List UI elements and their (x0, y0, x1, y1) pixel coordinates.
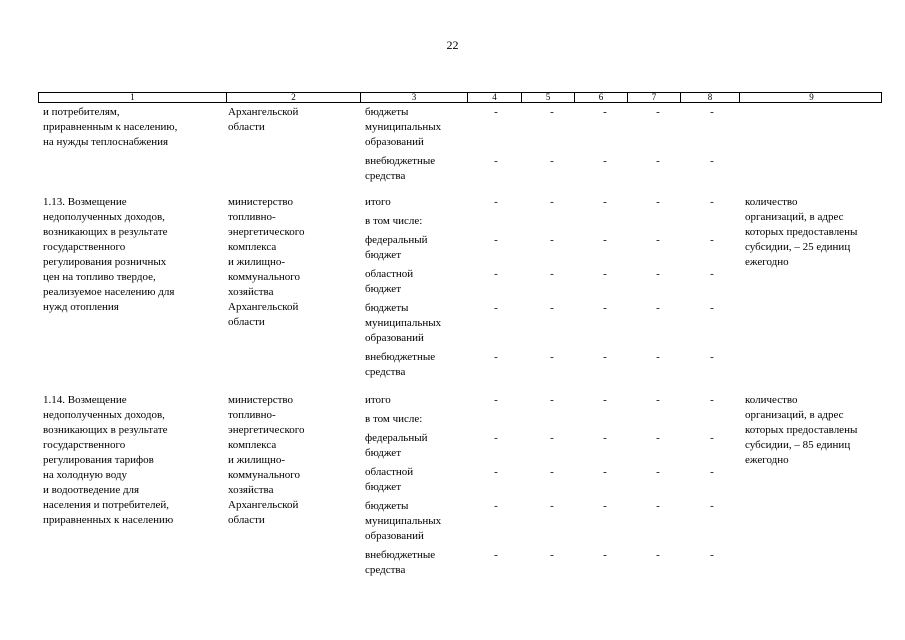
indicator-line: ежегодно (745, 454, 789, 466)
measure-name-line: недополученных доходов, (43, 409, 165, 421)
funding-source-line: образований (365, 136, 424, 148)
measure-name-line: регулирования тарифов (43, 454, 154, 466)
executor-line: Архангельской (228, 106, 299, 118)
funding-source-line: бюджеты (365, 106, 409, 118)
measure-name-line: на холодную воду (43, 469, 127, 481)
value-cell: - (603, 268, 607, 280)
value-cell: - (550, 268, 554, 280)
header-col-7: 7 (627, 93, 680, 102)
value-cell: - (656, 196, 660, 208)
page-number: 22 (446, 38, 459, 52)
indicator-line: субсидии, – 85 единиц (745, 439, 851, 451)
funding-source-line: итого (365, 196, 391, 208)
funding-source-line: бюджет (365, 447, 401, 459)
value-cell: - (550, 394, 554, 406)
indicator-line: ежегодно (745, 256, 789, 268)
value-cell: - (656, 394, 660, 406)
funding-source-line: областной (365, 466, 414, 478)
header-col-6: 6 (574, 93, 627, 102)
measure-name-line: и потребителям, (43, 106, 120, 118)
value-cell: - (710, 394, 714, 406)
value-cell: - (550, 500, 554, 512)
value-cell: - (710, 432, 714, 444)
value-cell: - (603, 196, 607, 208)
value-cell: - (550, 302, 554, 314)
funding-source-line: бюджет (365, 283, 401, 295)
funding-source-line: в том числе: (365, 413, 423, 425)
executor-line: комплекса (228, 241, 277, 253)
value-cell: - (494, 302, 498, 314)
header-col-4: 4 (467, 93, 521, 102)
measure-name-line: нужд отопления (43, 301, 119, 313)
value-cell: - (550, 466, 554, 478)
executor-line: области (228, 316, 265, 328)
measure-name-line: на нужды теплоснабжения (43, 136, 169, 148)
indicator-line: количество (745, 394, 798, 406)
value-cell: - (550, 432, 554, 444)
value-cell: - (550, 234, 554, 246)
indicator-line: субсидии, – 25 единиц (745, 241, 851, 253)
value-cell: - (710, 268, 714, 280)
executor-line: хозяйства (228, 286, 274, 298)
funding-source-line: в том числе: (365, 215, 423, 227)
measure-name-line: приравненных к населению (43, 514, 174, 526)
header-col-2: 2 (226, 93, 360, 102)
measure-name-line: реализуемое населению для (43, 286, 175, 298)
funding-source-line: федеральный (365, 432, 428, 444)
value-cell: - (494, 549, 498, 561)
indicator-line: организаций, в адрес (745, 409, 844, 421)
value-cell: - (494, 196, 498, 208)
measure-name-line: государственного (43, 439, 126, 451)
funding-source-line: образований (365, 530, 424, 542)
value-cell: - (603, 549, 607, 561)
value-cell: - (603, 302, 607, 314)
value-cell: - (603, 500, 607, 512)
value-cell: - (494, 268, 498, 280)
executor-line: Архангельской (228, 301, 299, 313)
measure-name-line: государственного (43, 241, 126, 253)
funding-source-line: средства (365, 170, 406, 182)
funding-source-line: муниципальных (365, 121, 442, 133)
measure-name-line: цен на топливо твердое, (43, 271, 156, 283)
value-cell: - (603, 155, 607, 167)
executor-line: топливно- (228, 409, 276, 421)
executor-line: и жилищно- (228, 454, 286, 466)
value-cell: - (656, 432, 660, 444)
funding-source-line: внебюджетные (365, 351, 436, 363)
executor-line: энергетического (228, 424, 305, 436)
measure-name-line: возникающих в результате (43, 424, 168, 436)
value-cell: - (710, 466, 714, 478)
value-cell: - (710, 500, 714, 512)
executor-line: энергетического (228, 226, 305, 238)
value-cell: - (656, 466, 660, 478)
executor-line: Архангельской (228, 499, 299, 511)
measure-name-line: 1.13. Возмещение (43, 196, 127, 208)
measure-name-line: регулирования розничных (43, 256, 167, 268)
value-cell: - (603, 106, 607, 118)
executor-line: комплекса (228, 439, 277, 451)
funding-source-line: средства (365, 366, 406, 378)
executor-line: хозяйства (228, 484, 274, 496)
measure-name-line: 1.14. Возмещение (43, 394, 127, 406)
value-cell: - (494, 351, 498, 363)
value-cell: - (603, 234, 607, 246)
value-cell: - (710, 302, 714, 314)
value-cell: - (494, 106, 498, 118)
measure-name-line: недополученных доходов, (43, 211, 165, 223)
header-col-1: 1 (130, 92, 135, 102)
value-cell: - (494, 432, 498, 444)
value-cell: - (550, 196, 554, 208)
indicator-line: количество (745, 196, 798, 208)
measure-name-line: населения и потребителей, (43, 499, 170, 511)
executor-line: области (228, 121, 265, 133)
executor-line: области (228, 514, 265, 526)
funding-source-line: итого (365, 394, 391, 406)
value-cell: - (656, 500, 660, 512)
indicator-line: которых предоставлены (745, 226, 858, 238)
funding-source-line: муниципальных (365, 317, 442, 329)
value-cell: - (656, 268, 660, 280)
value-cell: - (494, 234, 498, 246)
value-cell: - (656, 351, 660, 363)
value-cell: - (710, 234, 714, 246)
value-cell: - (550, 155, 554, 167)
value-cell: - (494, 155, 498, 167)
value-cell: - (494, 500, 498, 512)
executor-line: коммунального (228, 469, 300, 481)
funding-source-line: бюджет (365, 481, 401, 493)
measure-name-line: приравненным к населению, (43, 121, 178, 133)
funding-source-line: областной (365, 268, 414, 280)
table-header-row (38, 92, 882, 103)
value-cell: - (494, 394, 498, 406)
funding-source-line: средства (365, 564, 406, 576)
funding-source-line: бюджеты (365, 302, 409, 314)
header-col-8: 8 (680, 93, 739, 102)
funding-source-line: муниципальных (365, 515, 442, 527)
value-cell: - (550, 549, 554, 561)
value-cell: - (603, 394, 607, 406)
funding-source-line: внебюджетные (365, 155, 436, 167)
measure-name-line: возникающих в результате (43, 226, 168, 238)
value-cell: - (710, 106, 714, 118)
executor-line: министерство (228, 394, 294, 406)
value-cell: - (710, 351, 714, 363)
value-cell: - (603, 432, 607, 444)
value-cell: - (656, 234, 660, 246)
value-cell: - (550, 106, 554, 118)
header-col-5: 5 (521, 93, 574, 102)
value-cell: - (494, 466, 498, 478)
value-cell: - (603, 466, 607, 478)
funding-source-line: образований (365, 332, 424, 344)
executor-line: топливно- (228, 211, 276, 223)
funding-source-line: бюджеты (365, 500, 409, 512)
value-cell: - (656, 549, 660, 561)
funding-source-line: внебюджетные (365, 549, 436, 561)
value-cell: - (656, 302, 660, 314)
value-cell: - (603, 351, 607, 363)
funding-source-line: федеральный (365, 234, 428, 246)
indicator-line: организаций, в адрес (745, 211, 844, 223)
header-col-3: 3 (360, 93, 467, 102)
value-cell: - (710, 549, 714, 561)
header-col-9: 9 (739, 93, 883, 102)
executor-line: коммунального (228, 271, 300, 283)
value-cell: - (710, 196, 714, 208)
value-cell: - (710, 155, 714, 167)
value-cell: - (550, 351, 554, 363)
executor-line: и жилищно- (228, 256, 286, 268)
funding-source-line: бюджет (365, 249, 401, 261)
indicator-line: которых предоставлены (745, 424, 858, 436)
value-cell: - (656, 106, 660, 118)
measure-name-line: и водоотведение для (43, 484, 140, 496)
executor-line: министерство (228, 196, 294, 208)
value-cell: - (656, 155, 660, 167)
